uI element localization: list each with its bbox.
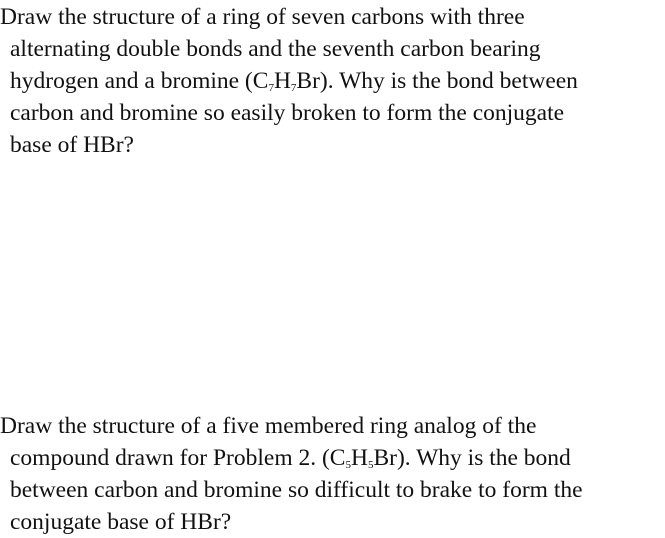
question-1-line-1: Draw the structure of a ring of seven carbons with three bbox=[0, 4, 525, 30]
question-1-line-3 bbox=[0, 65, 662, 97]
question-1-line-3-text-a: hydrogen and a bromine (C bbox=[10, 68, 269, 94]
formula-subscript: 5 bbox=[367, 459, 374, 471]
question-2-line-2-text-b: H bbox=[350, 445, 368, 471]
question-1-line-5: base of HBr? bbox=[10, 132, 134, 158]
formula-subscript: 5 bbox=[345, 459, 351, 471]
question-2-line-2 bbox=[0, 442, 662, 474]
question-1-line-2: alternating double bonds and the seventh carbon bearing bbox=[10, 36, 541, 62]
formula-subscript: 7 bbox=[268, 82, 274, 94]
question-2-line-3: between carbon and bromine so difficult to brake to form the bbox=[10, 477, 583, 503]
question-1 bbox=[0, 1, 662, 161]
question-2-line-1: Draw the structure of a five membered ring analog of the bbox=[0, 413, 537, 439]
question-2 bbox=[0, 410, 662, 538]
question-2-line-2-text-a: compound drawn for Problem 2. (C bbox=[10, 445, 346, 471]
question-1-line-4: carbon and bromine so easily broken to form the conjugate bbox=[10, 100, 565, 126]
question-2-line-4: conjugate base of HBr? bbox=[10, 509, 232, 535]
question-2-line-2-text-c: Br). Why is the bond bbox=[373, 445, 571, 471]
formula-subscript: 7 bbox=[290, 82, 297, 94]
question-1-line-3-text-c: Br). Why is the bond between bbox=[296, 68, 578, 94]
question-1-line-3-text-b: H bbox=[273, 68, 291, 94]
